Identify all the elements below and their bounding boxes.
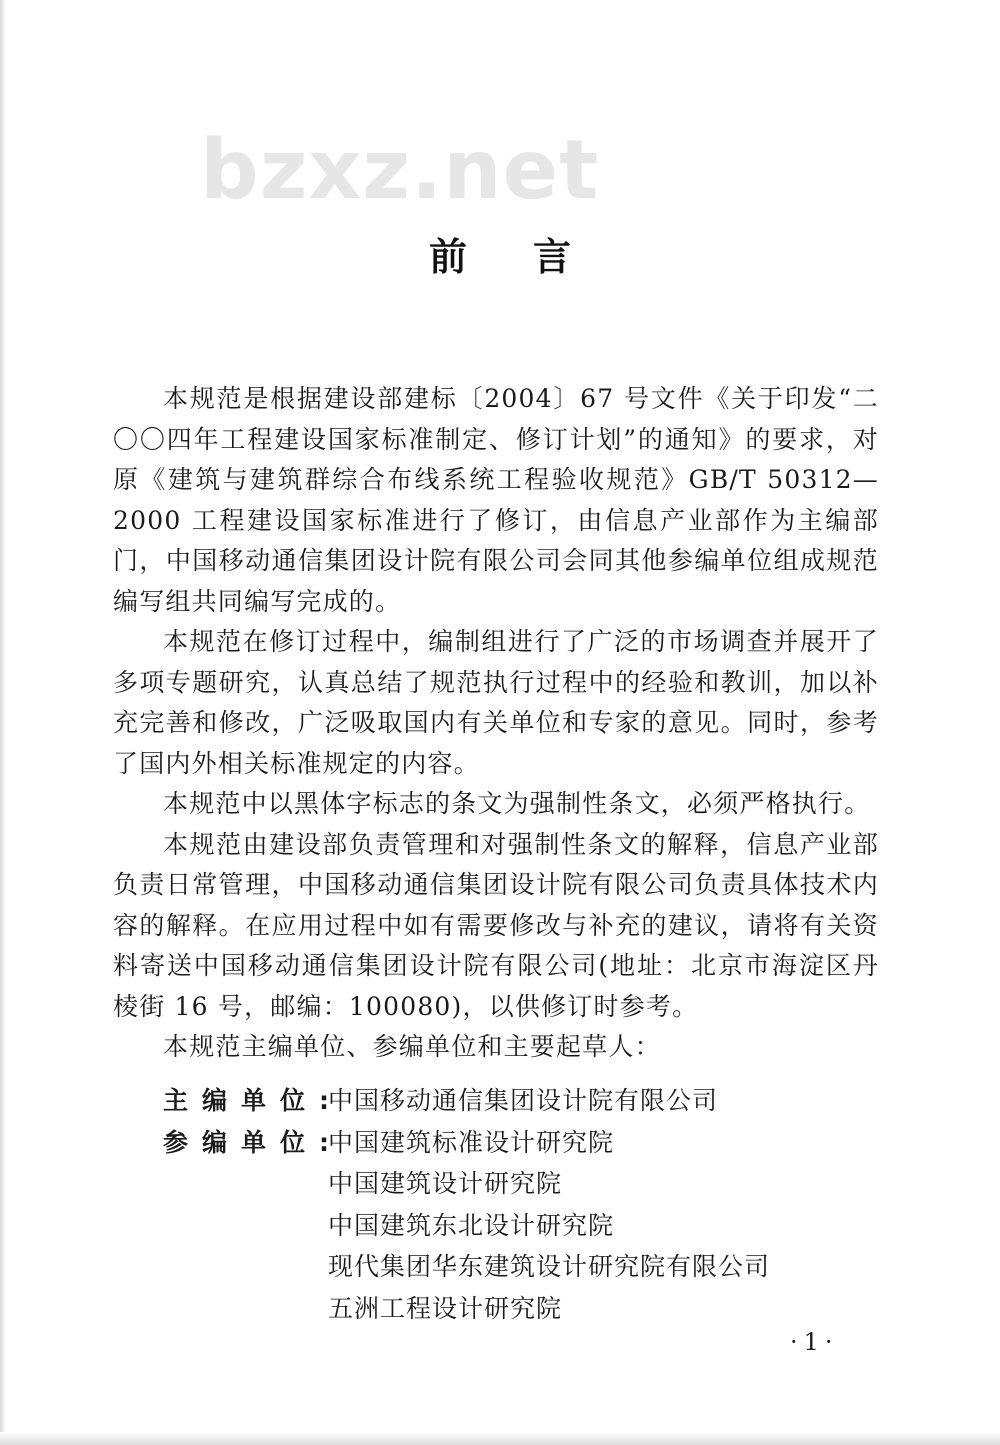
participant-unit-row xyxy=(163,1205,883,1247)
editing-units xyxy=(163,1080,883,1329)
chief-unit-value: 中国移动通信集团设计院有限公司 xyxy=(328,1086,719,1115)
participant-unit: 中国建筑设计研究院 xyxy=(328,1169,563,1198)
participant-unit-label: 参编单位: xyxy=(163,1127,343,1157)
watermark: bzxz.net xyxy=(200,123,600,218)
page-bottom-shadow xyxy=(0,1432,1000,1445)
paragraph: 本规范中以黑体字标志的条文为强制性条文，必须严格执行。 xyxy=(163,789,871,818)
preface-body xyxy=(113,379,879,1068)
participant-unit: 中国建筑东北设计研究院 xyxy=(328,1210,615,1240)
participant-unit-row xyxy=(163,1288,883,1330)
page-title: 前言 xyxy=(428,235,637,279)
chief-unit-row xyxy=(163,1080,883,1122)
page-edge-shadow xyxy=(0,0,6,1445)
chief-unit-label: 主编单位: xyxy=(163,1086,343,1115)
page-number: ·1· xyxy=(790,1328,839,1356)
paragraph: 本规范主编单位、参编单位和主要起草人： xyxy=(163,1032,661,1061)
participant-unit-row xyxy=(163,1163,883,1205)
participant-unit: 现代集团华东建筑设计研究院有限公司 xyxy=(328,1252,771,1281)
participant-unit: 五洲工程设计研究院 xyxy=(328,1293,563,1323)
participant-unit-row xyxy=(163,1122,883,1164)
paragraph: 本规范由建设部负责管理和对强制性条文的解释，信息产业部负责日常管理，中国移动通信集团设计院有限公司负责具体技术内容的解释。在应用过程中如有需要修改与补充的建议，请将有关资料寄送中国移动通信集团设计院有限公司(地址：北京市海淀区丹棱街 16 号，邮编：100080)，以供修订时参考。 xyxy=(113,829,879,1021)
paragraph: 本规范在修订过程中，编制组进行了广泛的市场调查并展开了多项专题研究，认真总结了规范执行过程中的经验和教训，加以补充完善和修改，广泛吸取国内有关单位和专家的意见。同时，参考了国内外相关标准规定的内容。 xyxy=(113,627,879,778)
paragraph: 本规范是根据建设部建标〔2004〕67 号文件《关于印发“二〇〇四年工程建设国家标准制定、修订计划”的通知》的要求，对原《建筑与建筑群综合布线系统工程验收规范》GB/T 50312—2000 工程建设国家标准进行了修订，由信息产业部作为主编部门，中国移动通信集团设计院有限公司会同其他参编单位组成规范编写组共同编写完成的。 xyxy=(113,384,879,616)
participant-unit: 中国建筑标准设计研究院 xyxy=(328,1127,615,1157)
participant-unit-row xyxy=(163,1246,883,1288)
